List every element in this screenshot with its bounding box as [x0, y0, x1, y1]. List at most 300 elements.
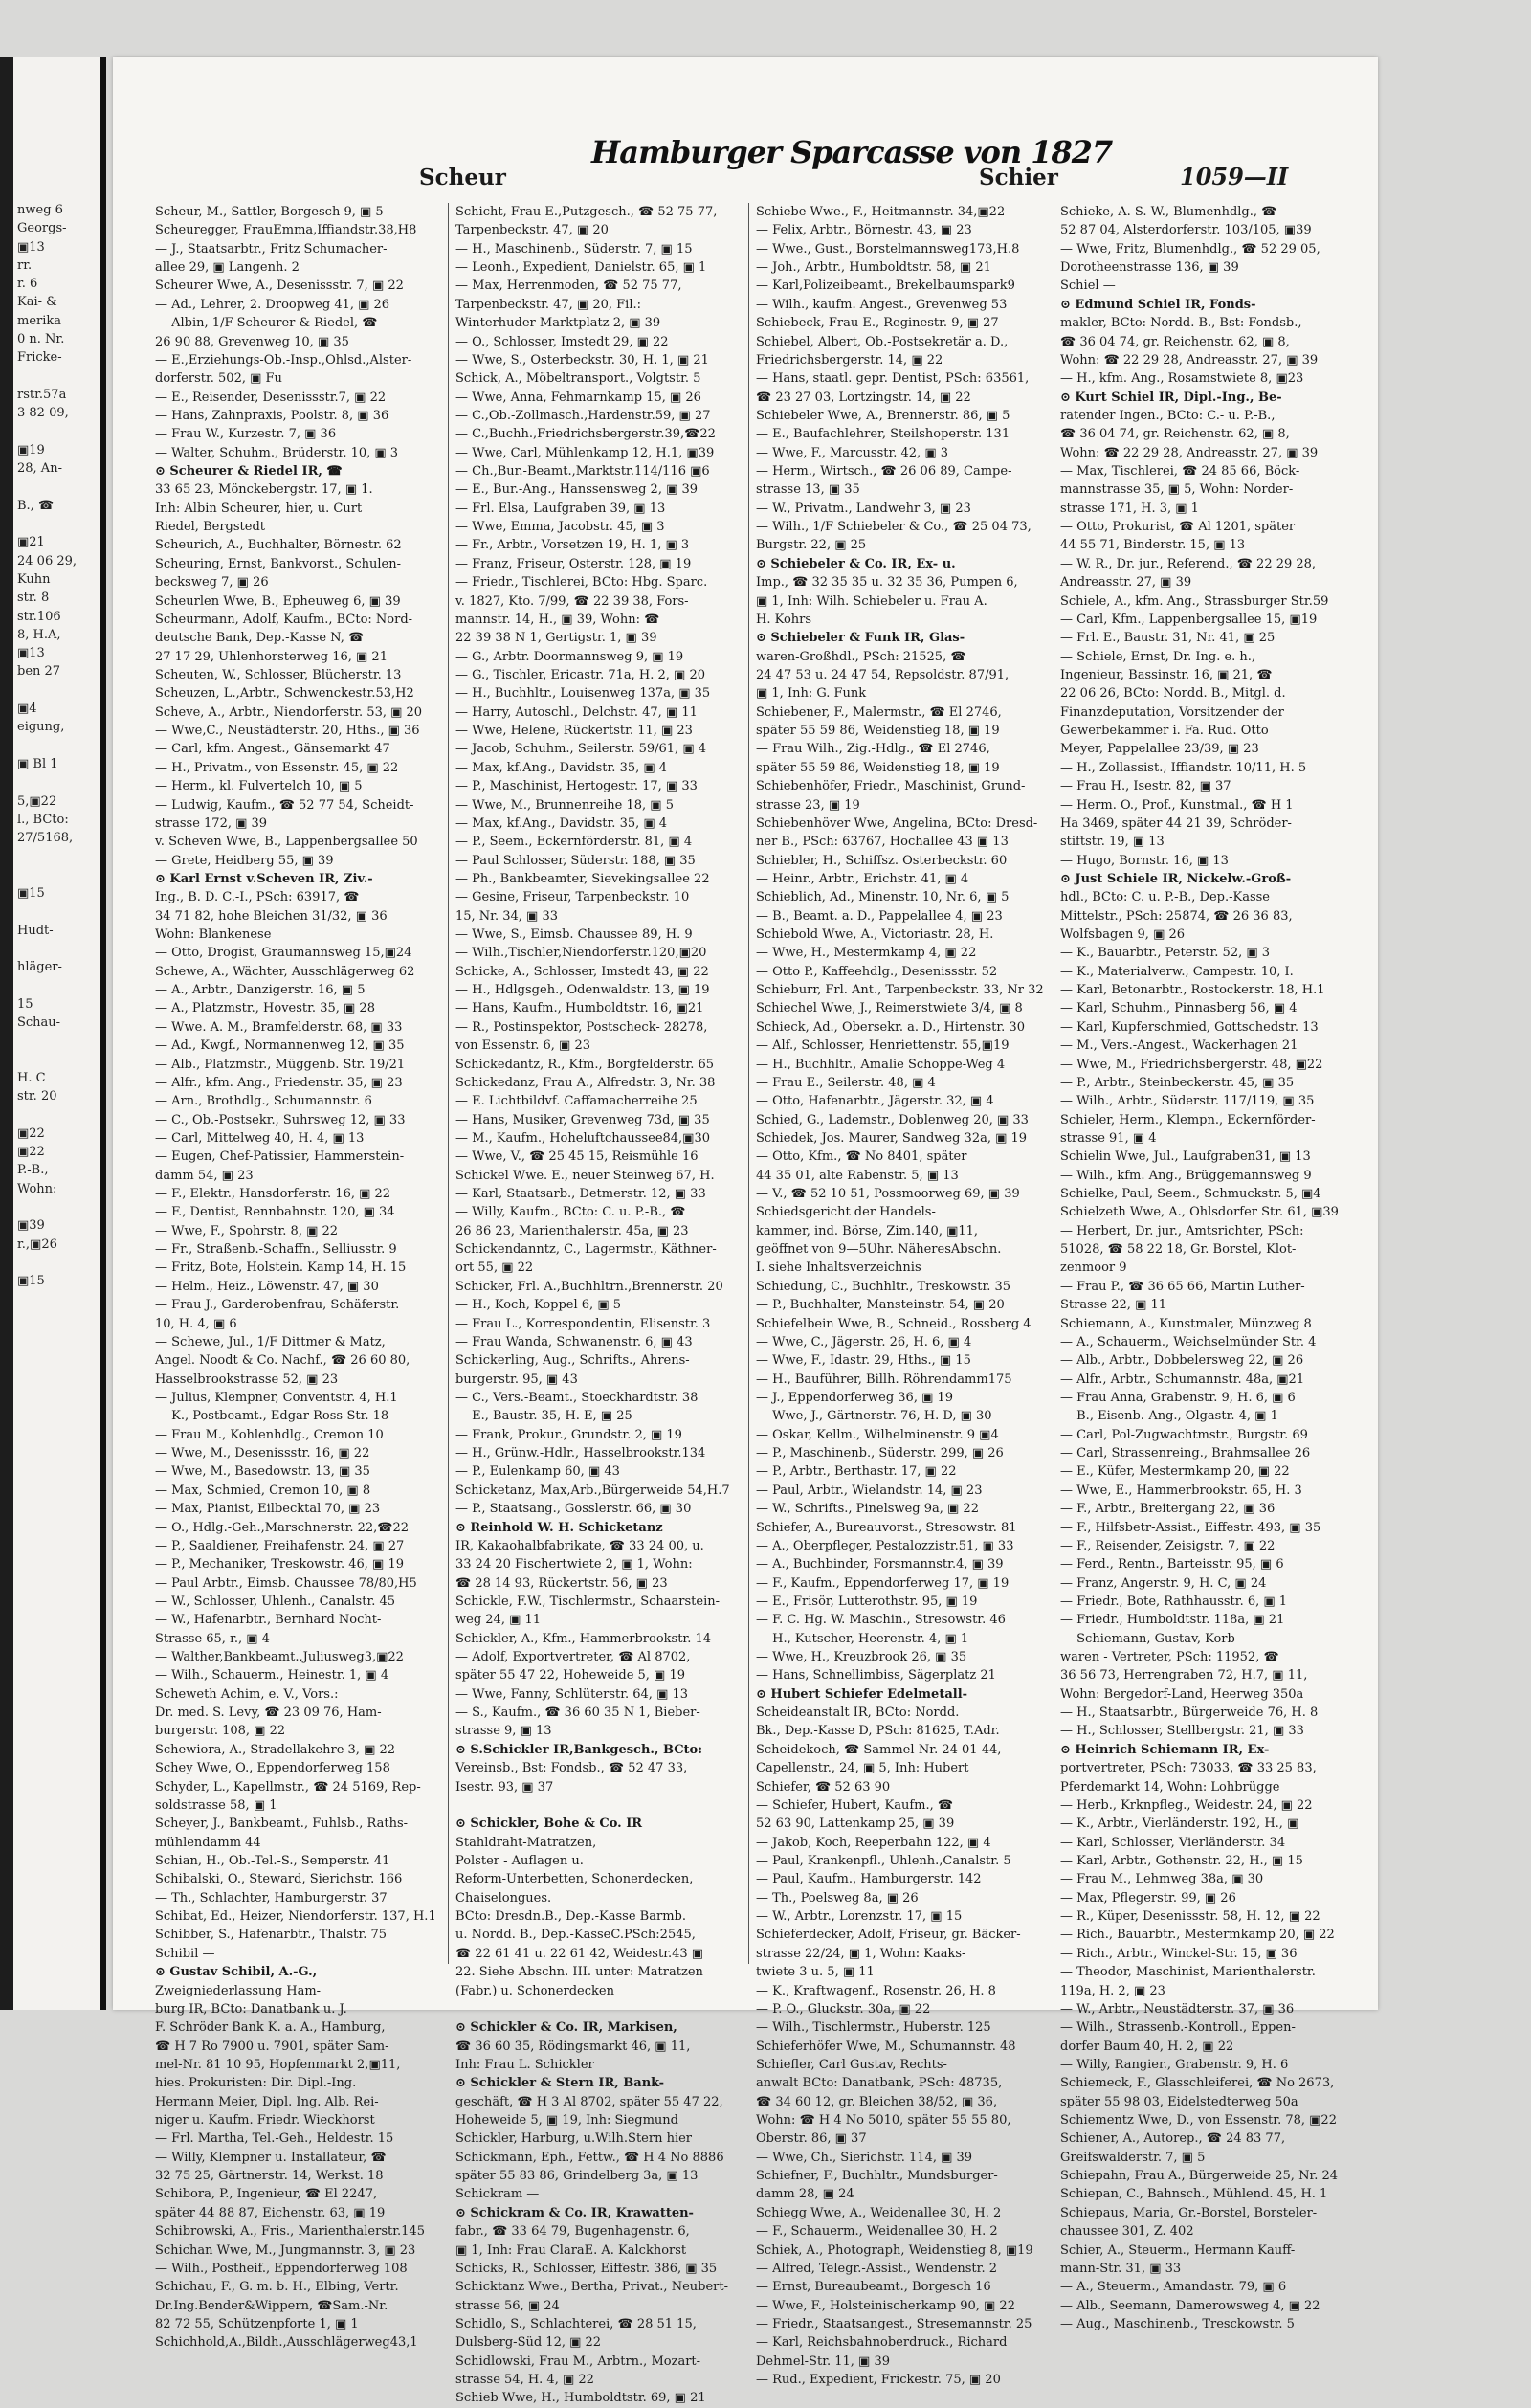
left-fragment-line	[17, 1051, 97, 1069]
directory-entry-line: — Arn., Brothdlg., Schumannstr. 6	[155, 1094, 372, 1109]
directory-entry-line: — Otto, Kfm., ☎ No 8401, später	[756, 1149, 967, 1165]
directory-entry: ⊙ Schiebeler & Co. IR, Ex- u.	[756, 556, 956, 571]
directory-entry: Schiechel Wwe, J., Reimerstwiete 3/4, ▣ 8	[756, 1001, 1023, 1016]
left-fragment-line	[17, 903, 97, 921]
directory-entry-line: Dorotheenstrasse 136, ▣ 39	[1060, 260, 1239, 276]
directory-entry-line: — A., Steuerm., Amandastr. 79, ▣ 6	[1060, 2280, 1287, 2295]
directory-entry-line: — F., Hilfsbetr-Assist., Eiffestr. 493, ▣ 35	[1060, 1520, 1321, 1535]
directory-entry-line: — Wwe, M., Friedrichsbergerstr. 48, ▣22	[1060, 1057, 1323, 1072]
left-fragment-line: B., ☎	[17, 498, 55, 513]
directory-entry-line: — Wilh., kfm. Ang., Brüggemannsweg 9	[1060, 1168, 1312, 1183]
directory-entry-line: — W., Privatm., Landwehr 3, ▣ 23	[756, 501, 971, 516]
directory-entry-line: ner B., PSch: 63767, Hochallee 43 ▣ 13	[756, 835, 1009, 850]
directory-entry-line: — Heinr., Arbtr., Erichstr. 41, ▣ 4	[756, 871, 969, 886]
left-fragment-line	[17, 773, 97, 792]
directory-entry-line: Burgstr. 22, ▣ 25	[756, 538, 867, 553]
directory-entry-line: — K., Postbeamt., Edgar Ross-Str. 18	[155, 1409, 389, 1424]
directory-entry: Scheuten, W., Schlosser, Blücherstr. 13	[155, 667, 402, 682]
directory-entry-line: 33 24 20 Fischertwiete 2, ▣ 1, Wohn:	[455, 1557, 693, 1572]
left-fragment-line: str. 8	[17, 591, 50, 606]
directory-entry-line: strasse 172, ▣ 39	[155, 815, 268, 831]
directory-entry-line: — K., Kraftwagenf., Rosenstr. 26, H. 8	[756, 1983, 996, 1998]
directory-entry-line: — F., Schauerm., Weidenallee 30, H. 2	[756, 2224, 998, 2240]
directory-entry-line: 26 86 23, Marienthalerstr. 45a, ▣ 23	[455, 1223, 689, 1238]
directory-entry: Schiemeck, F., Glasschleiferei, ☎ No 2673,	[1060, 2076, 1335, 2091]
directory-entry-line: strasse 56, ▣ 24	[455, 2298, 560, 2313]
directory-entry-line: — Frau Wanda, Schwanenstr. 6, ▣ 43	[455, 1334, 693, 1349]
left-fragment-line: ben 27	[17, 664, 61, 680]
directory-entry: Schian, H., Ob.-Tel.-S., Semperstr. 41	[155, 1853, 390, 1868]
directory-entry-line: strasse 9, ▣ 13	[455, 1724, 552, 1739]
directory-entry-line: — Wwe, E., Hammerbrookstr. 65, H. 3	[1060, 1483, 1302, 1498]
directory-entry-line: — Wilh.,Tischler,Niendorferstr.120,▣20	[455, 946, 707, 961]
directory-entry-line: — Max, Schmied, Cremon 10, ▣ 8	[155, 1483, 371, 1498]
directory-entry-line: — Frau Wilh., Zig.-Hdlg., ☎ El 2746,	[756, 742, 990, 757]
directory-entry-line: portvertreter, PSch: 73033, ☎ 33 25 83,	[1060, 1761, 1317, 1776]
left-fragment-line: Fricke-	[17, 350, 62, 366]
directory-entry-line: fabr., ☎ 33 64 79, Bugenhagenstr. 6,	[455, 2224, 690, 2240]
directory-entry-line: — C.,Ob.-Zollmasch.,Hardenstr.59, ▣ 27	[455, 408, 711, 423]
directory-entry-line: — H., Buchhltr., Amalie Schoppe-Weg 4	[756, 1057, 1006, 1072]
directory-column-1	[155, 203, 442, 2351]
directory-entry-line: — H., Staatsarbtr., Bürgerweide 76, H. 8	[1060, 1706, 1319, 1721]
directory-entry: ⊙ Just Schiele IR, Nickelw.-Groß-	[1060, 871, 1292, 886]
left-fragment-line	[17, 1254, 97, 1272]
directory-entry: Schiefelbein Wwe, B., Schneid., Rossberg 4	[756, 1316, 1032, 1331]
directory-column-3	[756, 203, 1049, 2388]
directory-entry-line: — F., Arbtr., Breitergang 22, ▣ 36	[1060, 1502, 1276, 1517]
directory-entry-line: — Wwe. A. M., Bramfelderstr. 68, ▣ 33	[155, 1019, 403, 1035]
left-fragment-line	[17, 368, 97, 386]
directory-entry-line: — Karl, Kupferschmied, Gottschedstr. 13	[1060, 1019, 1319, 1035]
left-fragment-line: str. 20	[17, 1089, 57, 1104]
directory-entry: Schibalski, O., Steward, Sierichstr. 166	[155, 1872, 403, 1887]
directory-entry-line: Tarpenbeckstr. 47, ▣ 20	[455, 223, 609, 238]
directory-entry-line: Wohn: ☎ H 4 No 5010, später 55 55 80,	[756, 2113, 1011, 2129]
directory-entry-line: ☎ 23 27 03, Lortzingstr. 14, ▣ 22	[756, 390, 971, 405]
directory-entry-line: 44 35 01, alte Rabenstr. 5, ▣ 13	[756, 1168, 959, 1183]
directory-entry: Schibber, S., Hafenarbtr., Thalstr. 75	[155, 1928, 388, 1943]
directory-entry-line: — G., Arbtr. Doormannsweg 9, ▣ 19	[455, 649, 684, 664]
directory-entry-line: Schickler, Harburg, u.Wilh.Stern hier	[455, 2131, 693, 2147]
left-fragment-line: Wohn:	[17, 1181, 57, 1196]
directory-entry-line: u. Nordd. B., Dep.-KasseC.PSch:2545,	[455, 1928, 696, 1943]
directory-entry: Scheurer Wwe, A., Desenissstr. 7, ▣ 22	[155, 279, 404, 294]
directory-entry-line: niger u. Kaufm. Friedr. Wieckhorst	[155, 2113, 375, 2129]
directory-entry-line: — H., Zollassist., Iffiandstr. 10/11, H. 5	[1060, 760, 1307, 775]
directory-entry: Scheurich, A., Buchhalter, Börnestr. 62	[155, 538, 402, 553]
directory-entry-line: Meyer, Pappelallee 23/39, ▣ 23	[1060, 742, 1259, 757]
directory-entry: Scheweth Achim, e. V., Vors.:	[155, 1686, 339, 1702]
directory-entry: Schiepahn, Frau A., Bürgerweide 25, Nr. 24	[1060, 2169, 1339, 2184]
directory-entry-line: — P. O., Gluckstr. 30a, ▣ 22	[756, 2001, 931, 2017]
directory-entry-line: — Herb., Krknpfleg., Weidestr. 24, ▣ 22	[1060, 1797, 1313, 1813]
directory-entry-line: — Julius, Klempner, Conventstr. 4, H.1	[155, 1391, 398, 1405]
directory-entry-line: — Wwe, H., Mestermkamp 4, ▣ 22	[756, 946, 977, 961]
directory-entry-line: strasse 54, H. 4, ▣ 22	[455, 2373, 594, 2388]
directory-entry-line: — Wwe, F., Spohrstr. 8, ▣ 22	[155, 1223, 339, 1238]
directory-entry: Schibora, P., Ingenieur, ☎ El 2247,	[155, 2187, 378, 2202]
directory-entry-line: Scheideanstalt IR, BCto: Nordd.	[756, 1706, 960, 1721]
directory-entry-line: — Wilh., Schauerm., Heinestr. 1, ▣ 4	[155, 1668, 389, 1683]
directory-entry: ⊙ Gustav Schibil, A.-G.,	[155, 1965, 318, 1980]
directory-entry-line: — Wwe, S., Osterbeckstr. 30, H. 1, ▣ 21	[455, 352, 709, 368]
directory-entry-line: hdl., BCto: C. u. P.-B., Dep.-Kasse	[1060, 890, 1270, 905]
directory-entry-line: — Friedr., Tischlerei, BCto: Hbg. Sparc.	[455, 575, 708, 591]
left-fragment-line: ▣22	[17, 1126, 45, 1141]
directory-entry-line: — K., Bauarbtr., Peterstr. 52, ▣ 3	[1060, 946, 1271, 961]
directory-entry-line: — E., Baufachlehrer, Steilshoperstr. 131	[756, 427, 1010, 442]
directory-entry-line: I. siehe Inhaltsverzeichnis	[756, 1260, 921, 1276]
directory-entry: Schichhold,A.,Bildh.,Ausschlägerweg43,1	[155, 2335, 418, 2351]
directory-entry-line: — Wilh., kaufm. Angest., Grevenweg 53	[756, 297, 1008, 312]
directory-entry-line: Stahldraht-Matratzen,	[455, 1835, 597, 1850]
directory-entry-line: — Wwe, V., ☎ 25 45 15, Reismühle 16	[455, 1149, 699, 1165]
directory-entry-line: — Herm., Wirtsch., ☎ 26 06 89, Campe-	[756, 464, 1012, 479]
directory-entry-line: — Rich., Arbtr., Winckel-Str. 15, ▣ 36	[1060, 1946, 1298, 1961]
directory-entry-line: 33 65 23, Mönckebergstr. 17, ▣ 1.	[155, 482, 373, 498]
directory-entry-line: — Herm. O., Prof., Kunstmal., ☎ H 1	[1060, 797, 1294, 813]
directory-entry: Schicks, R., Schlosser, Eiffestr. 386, ▣ 35	[455, 2261, 718, 2276]
directory-entry-line: Hoheweide 5, ▣ 19, Inh: Siegmund	[455, 2113, 678, 2129]
left-fragment-line: ▣21	[17, 535, 45, 550]
directory-entry: Schichan Wwe, M., Jungmannstr. 3, ▣ 23	[155, 2242, 416, 2258]
directory-entry-line: — Wwe, Emma, Jacobstr. 45, ▣ 3	[455, 520, 665, 535]
directory-entry: Scheur, M., Sattler, Borgesch 9, ▣ 5	[155, 205, 384, 219]
directory-entry: Schidlo, S., Schlachterei, ☎ 28 51 15,	[455, 2316, 697, 2331]
directory-entry-line: Wohn: ☎ 22 29 28, Andreasstr. 27, ▣ 39	[1060, 445, 1319, 460]
directory-entry-line: ☎ H 7 Ro 7900 u. 7901, später Sam-	[155, 2039, 389, 2054]
directory-entry-line: geöffnet von 9—5Uhr. NäheresAbschn.	[756, 1242, 1002, 1258]
directory-entry-line: — Herm., kl. Fulvertelch 10, ▣ 5	[155, 779, 363, 794]
directory-entry-line: — O., Hdlg.-Geh.,Marschnerstr. 22,☎22	[155, 1520, 410, 1535]
directory-entry-line: hies. Prokuristen: Dir. Dipl.-Ing.	[155, 2076, 357, 2091]
left-fragment-line: ▣4	[17, 702, 37, 717]
directory-entry-line: burgerstr. 108, ▣ 22	[155, 1724, 286, 1739]
directory-entry-line: ort 55, ▣ 22	[455, 1260, 534, 1276]
directory-entry: Schickedantz, R., Kfm., Borgfelderstr. 65	[455, 1057, 715, 1072]
left-fragment-line: 27/5168,	[17, 831, 74, 846]
left-fragment-line: 24 06 29,	[17, 553, 78, 569]
directory-entry: Schiener, A., Autorep., ☎ 24 83 77,	[1060, 2131, 1286, 2147]
directory-entry-line: 52 63 90, Lattenkamp 25, ▣ 39	[756, 1817, 955, 1832]
directory-entry-line: 32 75 25, Gärtnerstr. 14, Werkst. 18	[155, 2169, 384, 2184]
directory-entry-line: — Albin, 1/F Scheurer & Riedel, ☎	[155, 316, 378, 331]
left-fragment-line: ▣13	[17, 239, 45, 255]
directory-entry: Schickler, A., Kfm., Hammerbrookstr. 14	[455, 1631, 712, 1646]
directory-entry-line: waren-Großhdl., PSch: 21525, ☎	[756, 649, 966, 664]
directory-entry-line: — Frau M., Lehmweg 38a, ▣ 30	[1060, 1872, 1264, 1887]
directory-entry-line: — Aug., Maschinenb., Tresckowstr. 5	[1060, 2316, 1295, 2331]
directory-entry-line: — Franz, Friseur, Osterstr. 128, ▣ 19	[455, 556, 692, 571]
left-fragment-line: r. 6	[17, 277, 38, 292]
directory-entry-line: Vereinsb., Bst: Fondsb., ☎ 52 47 33,	[455, 1761, 688, 1776]
directory-entry: Schielin Wwe, Jul., Laufgraben31, ▣ 13	[1060, 1149, 1311, 1165]
directory-entry-line: — H., Privatm., von Essenstr. 45, ▣ 22	[155, 760, 399, 775]
directory-entry-line: — Frau M., Kohlenhdlg., Cremon 10	[155, 1427, 384, 1442]
directory-entry-line: — Ludwig, Kaufm., ☎ 52 77 54, Scheidt-	[155, 797, 414, 813]
directory-entry-line: soldstrasse 58, ▣ 1	[155, 1797, 277, 1813]
column-divider	[448, 203, 449, 1964]
directory-entry-line: — Frank, Prokur., Grundstr. 2, ▣ 19	[455, 1427, 682, 1442]
directory-entry: Schick, A., Möbeltransport., Volgtstr. 5	[455, 371, 701, 387]
directory-entry-line: — W., Arbtr., Lorenzstr. 17, ▣ 15	[756, 1909, 963, 1925]
directory-entry: Schickel Wwe. E., neuer Steinweg 67, H.	[455, 1168, 715, 1183]
directory-entry-line: — Fr., Straßenb.-Schaffn., Selliusstr. 9	[155, 1242, 397, 1258]
directory-entry-line: — Gesine, Friseur, Tarpenbeckstr. 10	[455, 890, 690, 905]
directory-entry-line: — Max, Pflegerstr. 99, ▣ 26	[1060, 1890, 1236, 1906]
directory-entry-line: 24 47 53 u. 24 47 54, Repsoldstr. 87/91,	[756, 667, 1010, 682]
directory-entry-line: Strasse 65, r., ▣ 4	[155, 1631, 270, 1646]
directory-entry: Schieferdecker, Adolf, Friseur, gr. Bäcker-	[756, 1928, 1021, 1943]
directory-entry-line: — Frl. Martha, Tel.-Geh., Heldestr. 15	[155, 2131, 394, 2147]
directory-entry-line: später 55 83 86, Grindelberg 3a, ▣ 13	[455, 2169, 699, 2184]
directory-entry-line: — P., Mechaniker, Treskowstr. 46, ▣ 19	[155, 1557, 404, 1572]
directory-entry-line: — Carl, Pol-Zugwachtmstr., Burgstr. 69	[1060, 1427, 1308, 1442]
directory-entry-line: — Alb., Arbtr., Dobbelersweg 22, ▣ 26	[1060, 1353, 1304, 1369]
directory-entry-line: — Oskar, Kellm., Wilhelminenstr. 9 ▣4	[756, 1427, 999, 1442]
directory-entry-line: — Wilh., Tischlermstr., Huberstr. 125	[756, 2020, 991, 2036]
directory-entry-line: — Wwe, M., Brunnenreihe 18, ▣ 5	[455, 797, 674, 813]
left-fragment-line	[17, 515, 97, 533]
left-fragment-line: Kuhn	[17, 571, 51, 587]
directory-page	[113, 57, 1378, 2406]
directory-entry-line: — Frl. Elsa, Laufgraben 39, ▣ 13	[455, 501, 666, 516]
left-fragment-line: rr.	[17, 257, 33, 273]
directory-entry: Schickedanz, Frau A., Alfredstr. 3, Nr. 38	[455, 1075, 716, 1090]
directory-entry: Schidlowski, Frau M., Arbtrn., Mozart-	[455, 2353, 701, 2369]
directory-entry-line: — W., Hafenarbtr., Bernhard Nocht-	[155, 1613, 382, 1628]
directory-entry: Scheurlen Wwe, B., Epheuweg 6, ▣ 39	[155, 593, 401, 609]
directory-entry-line: — A., Schauerm., Weichselmünder Str. 4	[1060, 1334, 1317, 1349]
directory-entry-line: — F. C. Hg. W. Maschin., Stresowstr. 46	[756, 1613, 1006, 1628]
directory-entry-line: — Schiemann, Gustav, Korb-	[1060, 1631, 1240, 1646]
directory-entry: Schickmann, Eph., Fettw., ☎ H 4 No 8886	[455, 2150, 724, 2165]
directory-entry-line: 27 17 29, Uhlenhorsterweg 16, ▣ 21	[155, 649, 388, 664]
directory-entry-line: — W., Schrifts., Pinelsweg 9a, ▣ 22	[756, 1502, 979, 1517]
directory-entry-line: — V., ☎ 52 10 51, Possmoorweg 69, ▣ 39	[756, 1187, 1020, 1202]
directory-entry-line: mann-Str. 31, ▣ 33	[1060, 2261, 1182, 2276]
directory-entry: Schieke, A. S. W., Blumenhdlg., ☎	[1060, 205, 1277, 219]
directory-entry: Schiebe Wwe., F., Heitmannstr. 34,▣22	[756, 205, 1006, 219]
directory-entry-line: BCto: Dresdn.B., Dep.-Kasse Barmb.	[455, 1909, 686, 1925]
directory-entry-line: v. Scheven Wwe, B., Lappenbergsallee 50	[155, 835, 418, 850]
directory-entry-line: — Willy, Kaufm., BCto: C. u. P.-B., ☎	[455, 1205, 686, 1220]
directory-entry-line: später 55 47 22, Hoheweide 5, ▣ 19	[455, 1668, 686, 1683]
left-binding-strip	[0, 57, 13, 2010]
left-fragment-line: H. C	[17, 1070, 46, 1085]
directory-entry: Schiebold Wwe, A., Victoriastr. 28, H.	[756, 927, 994, 943]
left-fragment-line: Kai- &	[17, 295, 57, 310]
directory-entry: Schiebenhöver Wwe, Angelina, BCto: Dresd-	[756, 815, 1038, 831]
directory-entry-line: — Wwe, Ch., Sierichstr. 114, ▣ 39	[756, 2150, 973, 2165]
directory-entry-line: — P., Buchhalter, Mansteinstr. 54, ▣ 20	[756, 1298, 1005, 1313]
directory-entry-line: — Friedr., Bote, Rathhausstr. 6, ▣ 1	[1060, 1594, 1288, 1609]
left-fragment-line: ▣15	[17, 1274, 45, 1289]
directory-entry-line: strasse 23, ▣ 19	[756, 797, 860, 813]
directory-entry-line: — Max, Herrenmoden, ☎ 52 75 77,	[455, 279, 682, 294]
directory-entry: Schiebel, Albert, Ob.-Postsekretär a. D.,	[756, 334, 1009, 349]
directory-entry: Schicht, Frau E.,Putzgesch., ☎ 52 75 77,	[455, 205, 718, 219]
directory-entry-line: — Felix, Arbtr., Börnestr. 43, ▣ 23	[756, 223, 972, 238]
header-keyword-right: Schier	[979, 165, 1058, 190]
directory-entry-line: Bk., Dep.-Kasse D, PSch: 81625, T.Adr.	[756, 1724, 1000, 1739]
directory-entry-line: ▣ 1, Inh: Wilh. Schiebeler u. Frau A.	[756, 593, 987, 609]
directory-entry-line: — Fr., Arbtr., Vorsetzen 19, H. 1, ▣ 3	[455, 538, 690, 553]
directory-entry-line: — Paul, Krankenpfl., Uhlenh.,Canalstr. 5	[756, 1853, 1011, 1868]
directory-entry-line: — Wilh., 1/F Schiebeler & Co., ☎ 25 04 73,	[756, 520, 1032, 535]
directory-entry-line: — Theodor, Maschinist, Marienthalerstr.	[1060, 1965, 1316, 1980]
directory-entry-line: — P., Arbtr., Steinbeckerstr. 45, ▣ 35	[1060, 1075, 1295, 1090]
directory-entry-line: — Frau J., Garderobenfrau, Schäferstr.	[155, 1298, 400, 1313]
directory-entry-line: — Wwe, Fritz, Blumenhdlg., ☎ 52 29 05,	[1060, 241, 1320, 256]
directory-entry-line: Ha 3469, später 44 21 39, Schröder-	[1060, 815, 1292, 831]
directory-entry-line: — Th., Schlachter, Hamburgerstr. 37	[155, 1890, 388, 1906]
directory-entry-line: ☎ 36 04 74, gr. Reichenstr. 62, ▣ 8,	[1060, 427, 1290, 442]
directory-entry-line: — Carl, Kfm., Lappenbergsallee 15, ▣19	[1060, 612, 1318, 627]
directory-entry-line: Inh: Frau L. Schickler	[455, 2057, 594, 2072]
left-fragment-line	[17, 1032, 97, 1050]
directory-entry-line: — G., Tischler, Ericastr. 71a, H. 2, ▣ 20	[455, 667, 705, 682]
directory-entry-line: — Alb., Platzmstr., Müggenb. Str. 19/21	[155, 1057, 406, 1072]
directory-entry-line: strasse 171, H. 3, ▣ 1	[1060, 501, 1199, 516]
directory-entry-line: — Hans, Zahnpraxis, Poolstr. 8, ▣ 36	[155, 408, 389, 423]
directory-entry-line: — P., Saaldiener, Freihafenstr. 24, ▣ 27	[155, 1538, 405, 1553]
left-fragment-line: r.,▣26	[17, 1237, 57, 1252]
directory-entry: Schielke, Paul, Seem., Schmuckstr. 5, ▣4	[1060, 1187, 1321, 1202]
directory-entry-line: — Alb., Seemann, Damerowsweg 4, ▣ 22	[1060, 2298, 1320, 2313]
directory-entry-line: — Otto, Prokurist, ☎ Al 1201, später	[1060, 520, 1296, 535]
directory-entry-line: Wohn: ☎ 22 29 28, Andreasstr. 27, ▣ 39	[1060, 352, 1319, 368]
directory-entry: Schied, G., Lademstr., Doblenweg 20, ▣ 33	[756, 1112, 1029, 1127]
directory-entry-line: Riedel, Bergstedt	[155, 520, 265, 535]
directory-entry: Schiebeck, Frau E., Reginestr. 9, ▣ 27	[756, 316, 999, 331]
directory-entry: Schiegg Wwe, A., Weidenallee 30, H. 2	[756, 2205, 1002, 2220]
directory-entry: Scheuzen, L.,Arbtr., Schwenckestr.53,H2	[155, 686, 414, 702]
directory-entry-line: Andreasstr. 27, ▣ 39	[1060, 575, 1192, 591]
directory-entry-line: Polster - Auflagen u.	[455, 1853, 584, 1868]
directory-entry-line: — S., Kaufm., ☎ 36 60 35 N 1, Bieber-	[455, 1706, 700, 1721]
directory-entry: Schicketanz, Max,Arb.,Bürgerweide 54,H.7	[455, 1483, 730, 1498]
directory-entry: ⊙ Schickler, Bohe & Co. IR	[455, 1817, 643, 1832]
directory-entry-line: 44 55 71, Binderstr. 15, ▣ 13	[1060, 538, 1246, 553]
directory-entry-line: zenmoor 9	[1060, 1260, 1127, 1276]
directory-entry-line: Imp., ☎ 32 35 35 u. 32 35 36, Pumpen 6,	[756, 575, 1018, 591]
directory-entry-line: — P., Seem., Eckernförderstr. 81, ▣ 4	[455, 835, 693, 850]
left-fragment-line: Schau-	[17, 1015, 61, 1031]
directory-entry: Schielzeth Wwe, A., Ohlsdorfer Str. 61, ▣39	[1060, 1205, 1339, 1220]
directory-entry: ⊙ Heinrich Schiemann IR, Ex-	[1060, 1742, 1270, 1757]
left-fragment-line	[17, 737, 97, 755]
directory-entry-line: — Franz, Angerstr. 9, H. C, ▣ 24	[1060, 1575, 1267, 1591]
directory-entry-line: — Willy, Klempner u. Installateur, ☎	[155, 2150, 387, 2165]
directory-entry-line: — Wwe,C., Neustädterstr. 20, Hths., ▣ 36	[155, 724, 420, 739]
directory-entry: Schyder, L., Kapellmstr., ☎ 24 5169, Rep-	[155, 1779, 421, 1795]
left-fragment-line: ▣ Bl 1	[17, 756, 58, 771]
directory-column-4	[1060, 203, 1357, 2331]
directory-entry: Scheuregger, FrauEmma,Iffiandstr.38,H8	[155, 223, 417, 238]
directory-entry-line: Mittelstr., PSch: 25874, ☎ 26 36 83,	[1060, 908, 1293, 924]
directory-entry-line: — K., Materialverw., Campestr. 10, I.	[1060, 964, 1294, 979]
directory-entry-line: — Alfr., kfm. Ang., Friedenstr. 35, ▣ 23	[155, 1075, 403, 1090]
directory-entry: Schiedung, C., Buchhltr., Treskowstr. 35	[756, 1279, 1011, 1294]
directory-entry-line: — E., Küfer, Mestermkamp 20, ▣ 22	[1060, 1464, 1290, 1480]
directory-entry: Schickerling, Aug., Schrifts., Ahrens-	[455, 1353, 690, 1369]
directory-entry-line: — A., Arbtr., Danzigerstr. 16, ▣ 5	[155, 983, 366, 998]
left-fragment-line: l., BCto:	[17, 812, 69, 827]
page-number: 1059—II	[1180, 163, 1289, 190]
header-banner: Hamburger Sparcasse von 1827	[591, 134, 1113, 170]
directory-entry: Schiefer, A., Bureauvorst., Stresowstr. 81	[756, 1520, 1017, 1535]
directory-entry-line: — Wwe, C., Jägerstr. 26, H. 6, ▣ 4	[756, 1334, 972, 1349]
directory-entry-line: — Jakob, Koch, Reeperbahn 122, ▣ 4	[756, 1835, 991, 1850]
directory-entry-line: Dr.Ing.Bender&Wippern, ☎Sam.-Nr.	[155, 2298, 388, 2313]
directory-entry-line: — H., Kutscher, Heerenstr. 4, ▣ 1	[756, 1631, 969, 1646]
directory-entry-line: — Paul Schlosser, Süderstr. 188, ▣ 35	[455, 853, 696, 868]
directory-entry-line: — F., Dentist, Rennbahnstr. 120, ▣ 34	[155, 1205, 395, 1220]
directory-entry-line: — E., Reisender, Desenissstr.7, ▣ 22	[155, 390, 387, 405]
directory-entry-line: Oberstr. 86, ▣ 37	[756, 2131, 867, 2147]
directory-entry-line: stiftstr. 19, ▣ 13	[1060, 835, 1165, 850]
directory-entry-line: Reform-Unterbetten, Schonerdecken,	[455, 1872, 694, 1887]
directory-entry: Schiele, A., kfm. Ang., Strassburger Str.59	[1060, 593, 1329, 609]
directory-entry-line: 119a, H. 2, ▣ 23	[1060, 1983, 1165, 1998]
directory-entry: Schiebenhöfer, Friedr., Maschinist, Grund-	[756, 779, 1026, 794]
directory-entry-line: — E.,Erziehungs-Ob.-Insp.,Ohlsd.,Alster-	[155, 352, 412, 368]
directory-entry-line: IR, Kakaohalbfabrikate, ☎ 33 24 00, u.	[455, 1538, 704, 1553]
directory-entry: Schiebler, H., Schiffsz. Osterbeckstr. 60	[756, 853, 1008, 868]
directory-entry-line: — Otto, Drogist, Graumannsweg 15,▣24	[155, 946, 412, 961]
directory-column-2	[455, 203, 743, 2406]
directory-entry-line: — Alfr., Arbtr., Schumannstr. 48a, ▣21	[1060, 1371, 1305, 1387]
left-fragment-line: 3 82 09,	[17, 406, 69, 421]
directory-entry-line: waren - Vertreter, PSch: 11952, ☎	[1060, 1650, 1279, 1665]
directory-entry-line: — Wwe, M., Desenissstr. 16, ▣ 22	[155, 1446, 370, 1461]
directory-entry-line: — F., Reisender, Zeisigstr. 7, ▣ 22	[1060, 1538, 1276, 1553]
directory-entry-line: strasse 22/24, ▣ 1, Wohn: Kaaks-	[756, 1946, 966, 1961]
directory-entry-line: 51028, ☎ 58 22 18, Gr. Borstel, Klot-	[1060, 1242, 1297, 1258]
directory-entry-line: — Wwe, H., Kreuzbrook 26, ▣ 35	[756, 1650, 967, 1665]
directory-entry-line: mühlendamm 44	[155, 1835, 261, 1850]
directory-entry-line: — Otto, Hafenarbtr., Jägerstr. 32, ▣ 4	[756, 1094, 994, 1109]
directory-entry-line: — Paul, Arbtr., Wielandstr. 14, ▣ 23	[756, 1483, 983, 1498]
left-fragment-line	[17, 478, 97, 496]
directory-entry-line: — Max, kf.Ang., Davidstr. 35, ▣ 4	[455, 760, 668, 775]
directory-entry-line: später 55 59 86, Weidenstieg 18, ▣ 19	[756, 724, 1000, 739]
left-fragment-line: 0 n. Nr.	[17, 332, 65, 347]
directory-entry: ⊙ Schickler & Stern IR, Bank-	[455, 2076, 665, 2091]
left-fragment-line: 8, H.A,	[17, 627, 61, 642]
directory-entry: Schiedek, Jos. Maurer, Sandweg 32a, ▣ 19	[756, 1130, 1028, 1146]
directory-entry-line: — Karl, Betonarbtr., Rostockerstr. 18, H.1	[1060, 983, 1325, 998]
directory-entry: ⊙ Schickler & Co. IR, Markisen,	[455, 2020, 677, 2036]
directory-entry-line: ratender Ingen., BCto: C.- u. P.-B.,	[1060, 408, 1276, 423]
directory-entry-line: 15, Nr. 34, ▣ 33	[455, 908, 558, 924]
directory-entry-line: — Wwe, F., Marcusstr. 42, ▣ 3	[756, 445, 949, 460]
directory-entry: ⊙ Schiebeler & Funk IR, Glas-	[756, 631, 965, 646]
directory-entry: Schiedsgericht der Handels-	[756, 1205, 936, 1220]
directory-entry: Schiepaus, Maria, Gr.-Borstel, Borsteler-	[1060, 2205, 1318, 2220]
directory-entry-line: — C., Vers.-Beamt., Stoeckhardtstr. 38	[455, 1391, 699, 1405]
directory-entry-line: — Carl, kfm. Angest., Gänsemarkt 47	[155, 742, 390, 757]
directory-entry-line: — K., Arbtr., Vierländerstr. 192, H., ▣	[1060, 1817, 1299, 1832]
directory-entry-line: anwalt BCto: Danatbank, PSch: 48735,	[756, 2076, 1003, 2091]
directory-entry-line: — Otto P., Kaffeehdlg., Desenissstr. 52	[756, 964, 998, 979]
directory-entry-line: — Schewe, Jul., 1/F Dittmer & Matz,	[155, 1334, 386, 1349]
directory-entry-line: Ing., B. D. C.-I., PSch: 63917, ☎	[155, 890, 360, 905]
directory-entry-line: twiete 3 u. 5, ▣ 11	[756, 1965, 875, 1980]
directory-entry-line: — Hans, Kaufm., Humboldtstr. 16, ▣21	[455, 1001, 704, 1016]
